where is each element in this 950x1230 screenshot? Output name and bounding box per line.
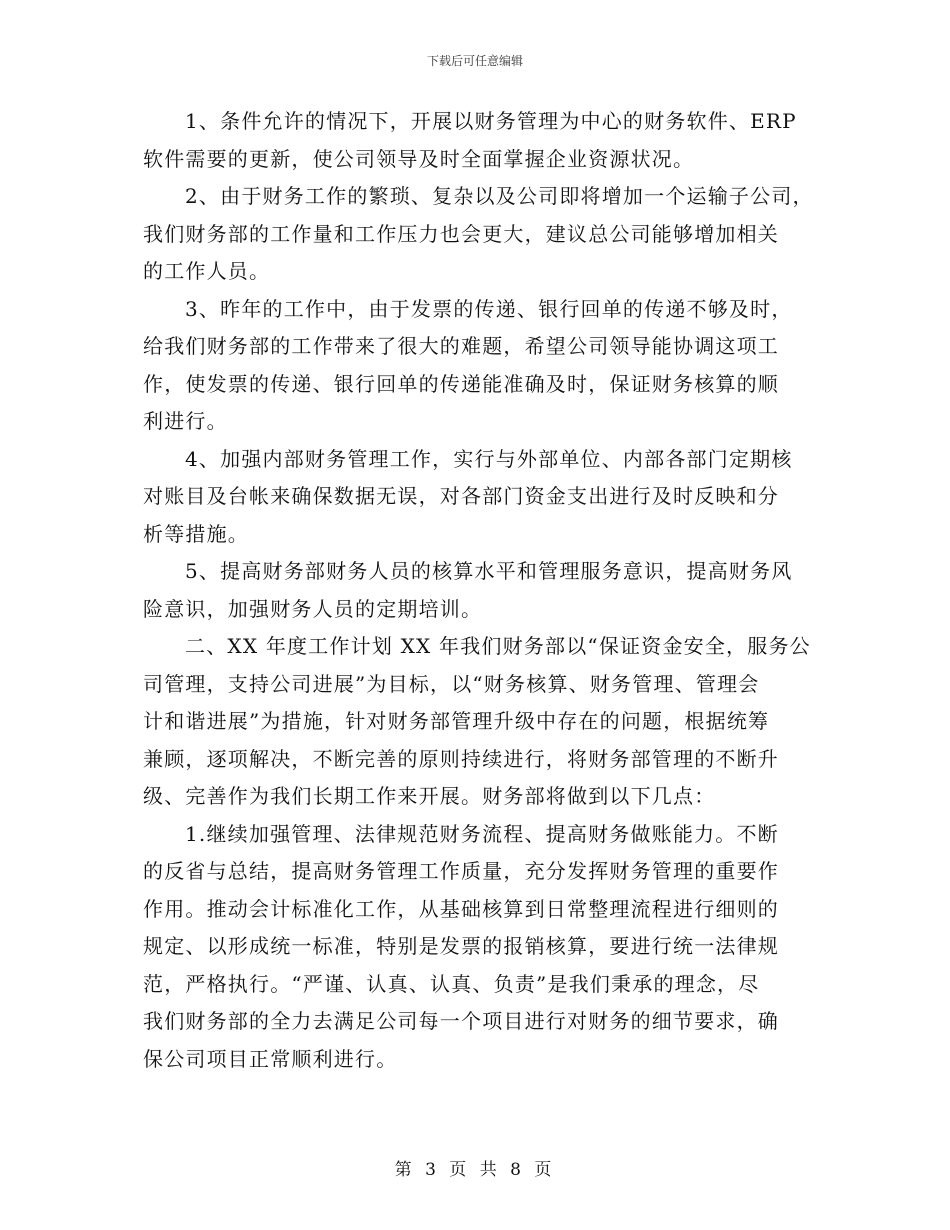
text-line: 软件需要的更新，使公司领导及时全面掌握企业资源状况。 <box>143 146 695 171</box>
text-line: 利进行。 <box>143 409 228 433</box>
text-line: 的反省与总结，提高财务管理工作质量，充分发挥财务管理的重要作 <box>143 859 779 883</box>
page-header: 下载后可任意编辑 <box>426 54 523 68</box>
text-line: 1.继续加强管理、法律规范财务流程、提高财务做账能力。不断 <box>185 821 779 846</box>
text-line: 规定、以形成统一标准，特别是发票的报销核算，要进行统一法律规 <box>143 934 779 958</box>
text-line: 范，严格执行。“严谨、认真、认真、负责”是我们秉承的理念，尽 <box>143 971 760 996</box>
document-body <box>143 103 823 1078</box>
text-line: 4、加强内部财务管理工作，实行与外部单位、内部各部门定期核 <box>185 446 793 471</box>
text-line: 1、条件允许的情况下，开展以财务管理为中心的财务软件、ERP <box>185 109 797 133</box>
text-line: 我们财务部的工作量和工作压力也会更大，建议总公司能够增加相关 <box>143 221 779 246</box>
text-line: 作用。推动会计标准化工作，从基础核算到日常整理流程进行细则的 <box>143 896 779 921</box>
page-number: 第 3 页 共 8 页 <box>394 1160 556 1180</box>
text-line: 对账目及台帐来确保数据无误，对各部门资金支出进行及时反映和分 <box>143 484 779 508</box>
text-line: 5、提高财务部财务人员的核算水平和管理服务意识，提高财务风 <box>185 559 793 583</box>
text-line: 析等措施。 <box>143 521 249 546</box>
text-line: 计和谐进展”为措施，针对财务部管理升级中存在的问题，根据统筹 <box>143 709 770 733</box>
text-line: 我们财务部的全力去满足公司每一个项目进行对财务的细节要求，确 <box>143 1009 779 1033</box>
text-line: 作，使发票的传递、银行回单的传递能准确及时，保证财务核算的顺 <box>143 371 779 396</box>
text-line: 给我们财务部的工作带来了很大的难题，希望公司领导能协调这项工 <box>143 334 779 358</box>
text-line: 3、昨年的工作中，由于发票的传递、银行回单的传递不够及时， <box>185 296 793 321</box>
text-line: 的工作人员。 <box>143 259 271 283</box>
text-line: 保公司项目正常顺利进行。 <box>143 1046 398 1071</box>
text-line: 险意识，加强财务人员的定期培训。 <box>143 596 483 621</box>
text-line: 2、由于财务工作的繁琐、复杂以及公司即将增加一个运输子公司， <box>185 184 814 208</box>
text-line: 级、完善作为我们长期工作来开展。财务部将做到以下几点： <box>143 784 716 808</box>
text-line: 兼顾，逐项解决，不断完善的原则持续进行，将财务部管理的不断升 <box>143 746 779 771</box>
text-line: 司管理，支持公司进展”为目标，以“财务核算、财务管理、管理会 <box>143 671 760 696</box>
text-line: 二、XX 年度工作计划 XX 年我们财务部以“保证资金安全，服务公 <box>185 634 811 658</box>
